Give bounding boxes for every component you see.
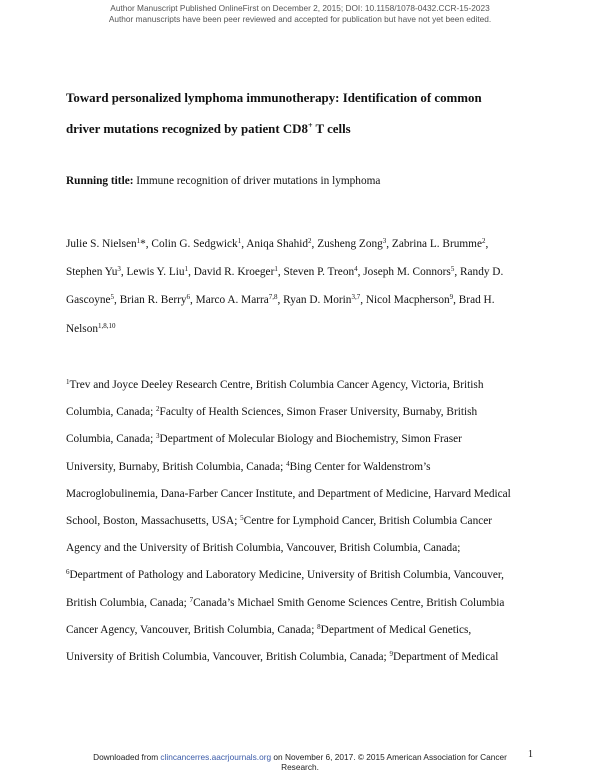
affiliation-text: Cancer Agency, Vancouver, British Columbia, Canada;	[66, 623, 318, 636]
affiliation-text: Bing Center for Waldenstrom’s	[289, 460, 431, 473]
affiliation-text: University, Burnaby, British Columbia, Canada;	[66, 460, 287, 473]
author-text: , Aniqa Shahid	[241, 238, 309, 250]
author-affiliation-marker: 3	[117, 265, 121, 274]
author-text: , Marco A. Marra	[190, 294, 269, 307]
affiliation-line-9	[66, 590, 536, 617]
affiliation-text: Macroglobulinemia, Dana-Farber Cancer Institute, and Department of Medicine, Harvard Medical	[66, 487, 511, 500]
affiliation-text: Department of Molecular Biology and Biochemistry, Simon Fraser	[159, 433, 462, 446]
author-affiliation-marker: 2	[481, 237, 486, 245]
author-affiliation-marker: 5	[110, 293, 115, 302]
affiliation-line-1	[66, 372, 536, 399]
author-affiliation-marker: 1	[184, 265, 189, 274]
affiliation-text: Faculty of Health Sciences, Simon Fraser University, Burnaby, British	[159, 406, 478, 419]
title-line-2-text: driver mutations recognized by patient CD8	[66, 122, 308, 136]
affiliation-marker: 2	[156, 405, 160, 414]
author-affiliation-marker: 7,8	[268, 293, 278, 302]
author-affiliation-marker: 3,7	[351, 293, 361, 302]
author-text: , Nicol Macpherson	[360, 294, 450, 307]
affiliation-marker: 9	[389, 650, 393, 659]
author-text: , Brian R. Berry	[114, 294, 187, 307]
title-superscript: +	[307, 121, 313, 130]
author-affiliation-marker: 3	[382, 237, 387, 245]
author-list	[66, 230, 536, 343]
footer-text: Downloaded from	[93, 752, 161, 762]
affiliation-text: School, Boston, Massachusetts, USA;	[66, 515, 241, 528]
author-text: , Brad H.	[453, 294, 495, 307]
affiliation-line-2	[66, 399, 536, 426]
affiliation-line-3	[66, 426, 536, 453]
affiliation-marker: 1	[66, 378, 70, 386]
header-line-1: Author Manuscript Published OnlineFirst on December 2, 2015; DOI: 10.1158/1078-0432.CCR-15-2023	[110, 3, 490, 13]
author-affiliation-marker: 5	[450, 265, 455, 274]
affiliation-line-4	[66, 454, 536, 481]
author-line-4	[66, 315, 536, 343]
author-text: , David R. Kroeger	[188, 266, 275, 279]
author-line-2	[66, 258, 536, 286]
author-affiliation-marker: 4	[354, 265, 358, 274]
title-line-2-end: T cells	[312, 122, 351, 136]
author-affiliation-marker: 2	[308, 237, 312, 245]
author-text: , Zusheng Zong	[311, 238, 383, 250]
author-affiliation-marker: 9	[449, 293, 454, 302]
affiliation-line-8	[66, 562, 536, 589]
affiliation-text: Department of Pathology and Laboratory Medicine, University of British Columbia, Vancouver,	[69, 569, 504, 582]
header-line-2: Author manuscripts have been peer reviewed and accepted for publication but have not yet been edited.	[108, 13, 492, 24]
author-affiliation-marker: 1	[237, 237, 242, 245]
author-text: Julie S. Nielsen	[66, 238, 137, 250]
affiliation-text: Canada’s Michael Smith Genome Sciences Centre, British Columbia	[193, 596, 505, 609]
affiliation-text: Department of Medical	[392, 651, 499, 664]
affiliation-text: Columbia, Canada;	[66, 433, 157, 446]
author-text: , Steven P. Treon	[277, 266, 355, 279]
running-title	[66, 175, 546, 187]
title-line-2	[66, 114, 566, 145]
author-text: Nelson	[66, 322, 99, 335]
affiliation-marker: 8	[317, 622, 321, 631]
affiliation-marker: 6	[66, 568, 70, 577]
running-title-text: Immune recognition of driver mutations in lymphoma	[133, 175, 381, 187]
affiliation-line-7	[66, 535, 536, 562]
affiliation-line-5	[66, 481, 536, 508]
affiliation-text: Centre for Lymphoid Cancer, British Columbia Cancer	[243, 515, 493, 528]
affiliation-line-11	[66, 644, 536, 671]
author-text: , Lewis Y. Liu	[120, 266, 185, 279]
running-title-label: Running title:	[66, 175, 134, 187]
author-text: ,	[485, 238, 489, 250]
affiliation-text: Columbia, Canada;	[66, 406, 157, 419]
paper-title	[66, 83, 566, 145]
author-text: , Randy D.	[454, 266, 504, 279]
author-text: , Joseph M. Connors	[357, 266, 451, 279]
journal-link[interactable]: clincancerres.aacrjournals.org	[160, 752, 272, 762]
affiliation-text: Department of Medical Genetics,	[320, 623, 472, 636]
author-text: *, Colin G. Sedgwick	[140, 238, 238, 250]
author-line-1	[66, 230, 536, 258]
author-affiliation-marker: 1,8,10	[98, 321, 116, 330]
manuscript-header	[0, 3, 600, 24]
affiliation-list	[66, 372, 536, 671]
author-text: Stephen Yu	[66, 266, 118, 279]
author-text: , Zabrina L. Brumme	[386, 238, 482, 250]
title-line-1: Toward personalized lymphoma immunotherapy: Identification of common	[66, 91, 482, 105]
download-footer	[0, 753, 600, 772]
affiliation-text: Trev and Joyce Deeley Research Centre, British Columbia Cancer Agency, Victoria, British	[69, 379, 484, 391]
page-number: 1	[528, 749, 533, 760]
affiliation-text: British Columbia, Canada;	[66, 596, 190, 609]
affiliation-line-6	[66, 508, 536, 535]
affiliation-text: University of British Columbia, Vancouver, British Columbia, Canada;	[66, 651, 390, 664]
affiliation-marker: 4	[286, 459, 290, 468]
footer-line-2: Research.	[281, 761, 319, 772]
author-affiliation-marker: 1	[274, 265, 278, 274]
affiliation-text: Agency and the University of British Columbia, Vancouver, British Columbia, Canada;	[66, 542, 461, 555]
author-line-3	[66, 286, 536, 314]
footer-text: on November 6, 2017. © 2015 American Association for Cancer	[271, 752, 507, 762]
author-affiliation-marker: 1	[136, 237, 141, 245]
author-affiliation-marker: 6	[186, 293, 191, 302]
author-text: , Ryan D. Morin	[277, 294, 352, 307]
affiliation-marker: 5	[240, 514, 244, 523]
affiliation-marker: 3	[156, 432, 160, 441]
author-text: Gascoyne	[66, 294, 111, 307]
affiliation-line-10	[66, 617, 536, 644]
affiliation-marker: 7	[189, 595, 194, 604]
